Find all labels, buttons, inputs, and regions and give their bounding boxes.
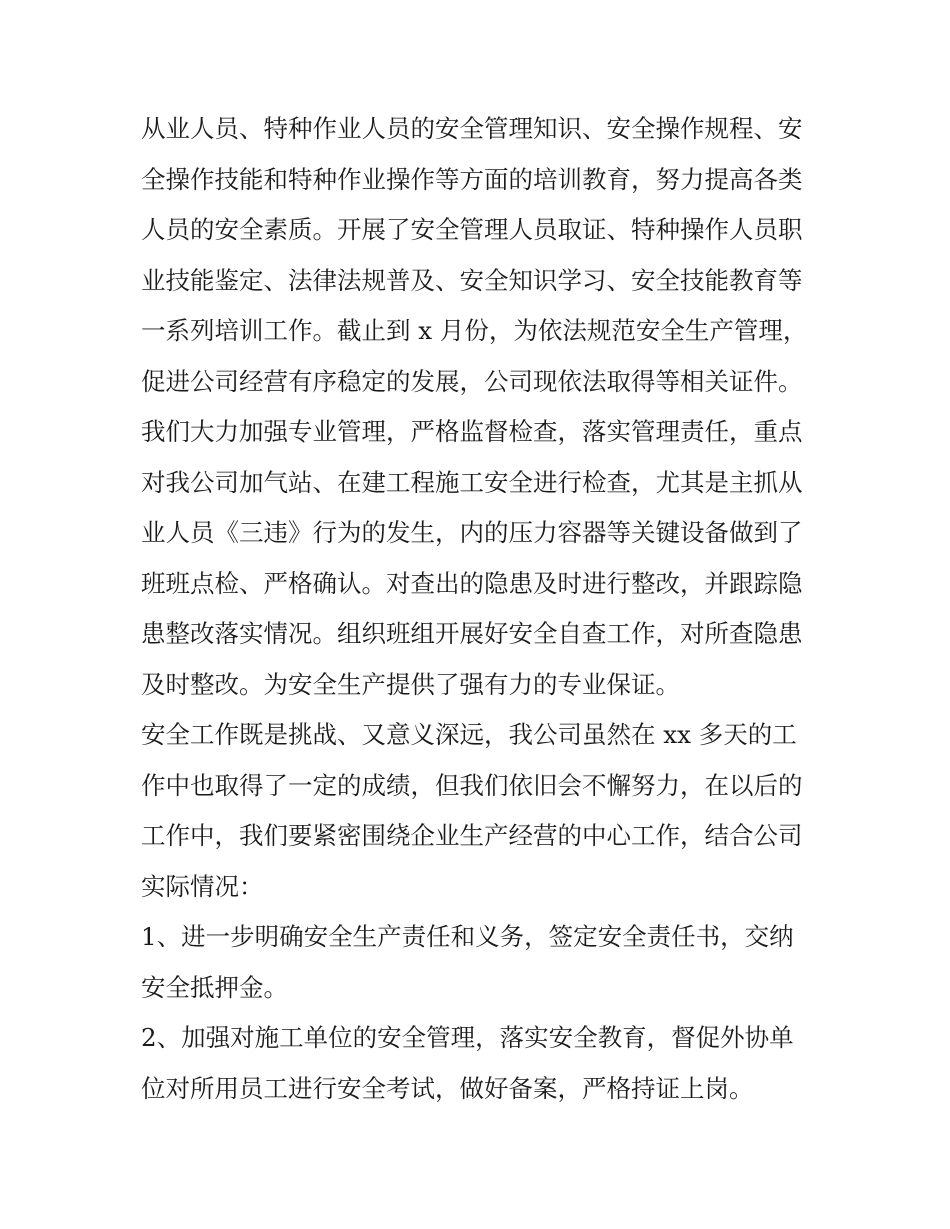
text-line: 安全工作既是挑战、又意义深远，我公司虽然在 xx 多天的工 (141, 720, 797, 749)
text-line: 业人员《三违》行为的发生，内的压力容器等关键设备做到了 (141, 518, 803, 547)
text-line: 位对所用员工进行安全考试，做好备案，严格持证上岗。 (141, 1073, 754, 1103)
text-line: 促进公司经营有序稳定的发展，公司现依法取得等相关证件。 (141, 366, 803, 396)
text-line: 从业人员、特种作业人员的安全管理知识、安全操作规程、安 (141, 114, 803, 143)
text-line: 实际情况： (141, 871, 264, 901)
text-line: 业技能鉴定、法律法规普及、安全知识学习、安全技能教育等 (141, 265, 803, 295)
document-body (141, 104, 819, 1114)
list-item-2 (141, 1013, 819, 1114)
text-line: 班班点检、严格确认。对查出的隐患及时进行整改，并跟踪隐 (141, 568, 803, 598)
text-line: 及时整改。为安全生产提供了强有力的专业保证。 (141, 669, 680, 699)
text-line: 2、加强对施工单位的安全管理，落实安全教育，督促外协单 (141, 1023, 794, 1052)
text-line: 安全抵押金。 (141, 972, 288, 1002)
text-line: 人员的安全素质。开展了安全管理人员取证、特种操作人员职 (141, 215, 803, 244)
text-line: 1、进一步明确安全生产责任和义务，签定安全责任书，交纳 (141, 922, 794, 951)
text-line: 工作中，我们要紧密围绕企业生产经营的中心工作，结合公司 (141, 821, 803, 850)
text-line: 我们大力加强专业管理，严格监督检查，落实管理责任，重点 (141, 417, 803, 446)
text-line: 一系列培训工作。截止到 x 月份，为依法规范安全生产管理， (141, 316, 808, 345)
paragraph-inspection (141, 407, 819, 710)
text-line: 患整改落实情况。组织班组开展好安全自查工作，对所查隐患 (141, 619, 803, 648)
text-line: 对我公司加气站、在建工程施工安全进行检查，尤其是主抓从 (141, 467, 803, 497)
paragraph-training (141, 104, 819, 407)
list-item-1 (141, 912, 819, 1013)
text-line: 作中也取得了一定的成绩，但我们依旧会不懈努力，在以后的 (141, 770, 803, 800)
paragraph-outlook (141, 710, 819, 912)
text-line: 全操作技能和特种作业操作等方面的培训教育，努力提高各类 (141, 164, 803, 194)
